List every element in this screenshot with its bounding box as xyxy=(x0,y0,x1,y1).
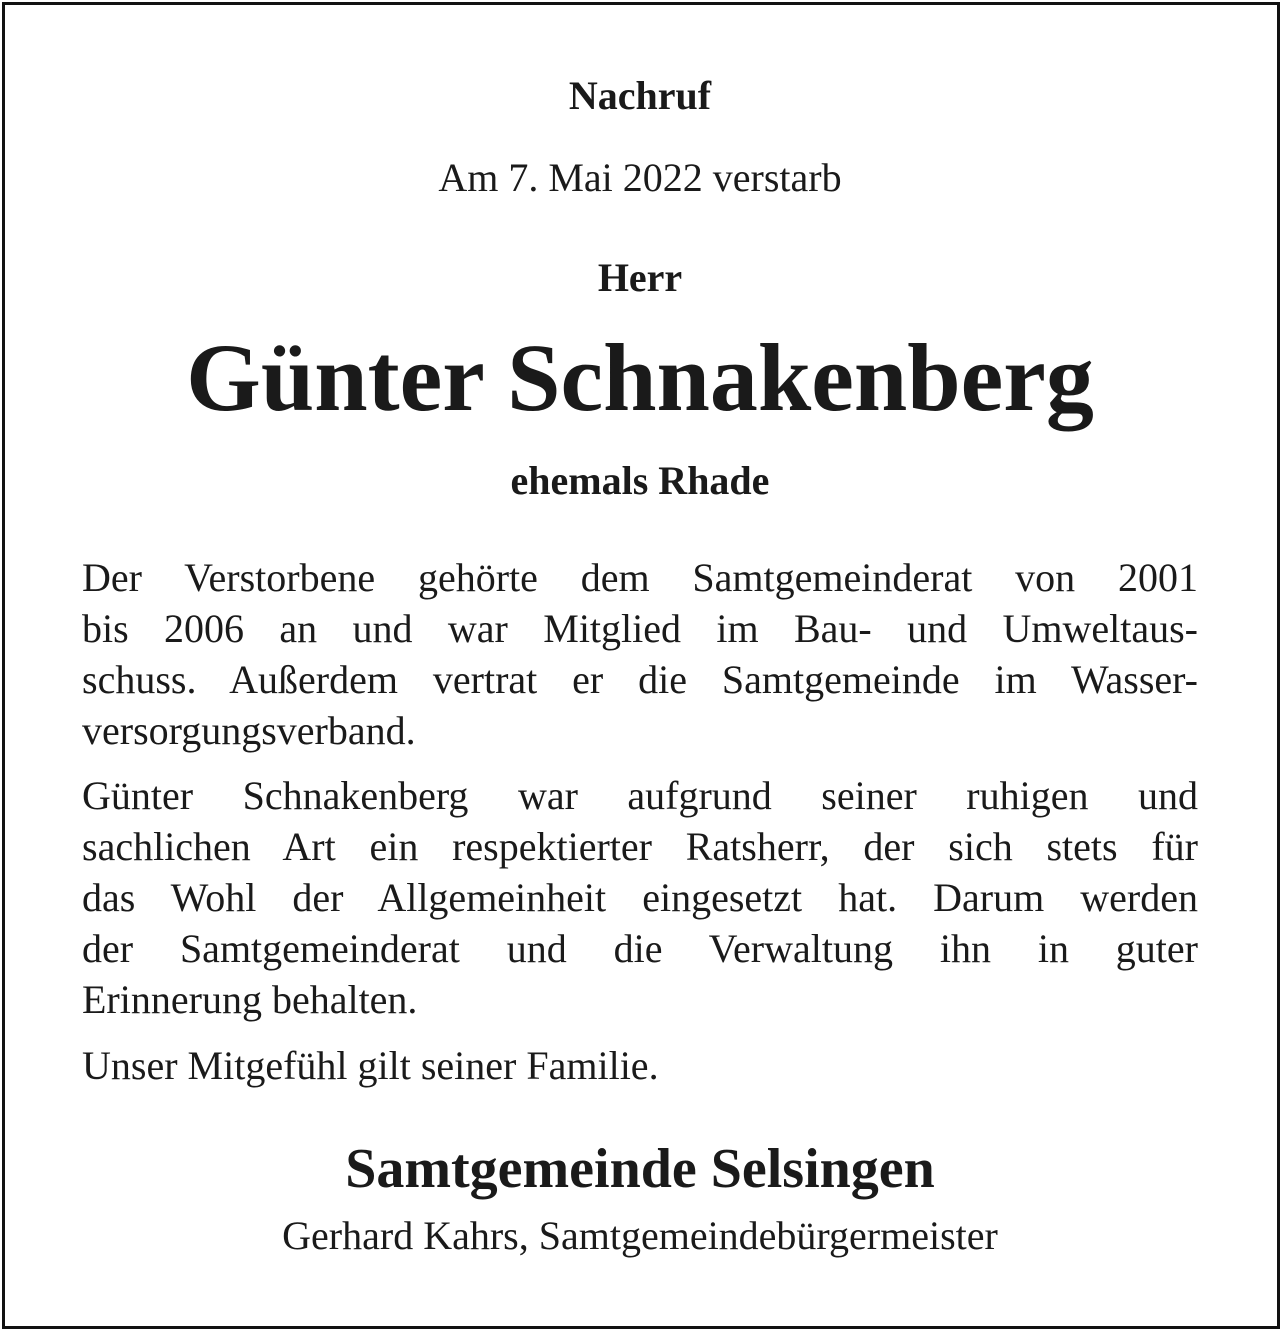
former-residence: ehemals Rhade xyxy=(510,458,770,503)
paragraph-3 xyxy=(82,1040,1198,1091)
organization-name: Samtgemeinde Selsingen xyxy=(345,1138,935,1200)
paragraph-1 xyxy=(82,552,1198,756)
paragraph-line: schuss. Außerdem vertrat er die Samtgemeinde im Wasser- xyxy=(82,657,1198,702)
notice-heading: Nachruf xyxy=(568,73,712,118)
paragraph-line: das Wohl der Allgemeinheit eingesetzt hat. Darum werden xyxy=(82,875,1198,920)
paragraph-line: der Samtgemeinderat und die Verwaltung ihn in guter xyxy=(82,926,1198,971)
signer-line: Gerhard Kahrs, Samtgemeindebürgermeister xyxy=(282,1213,998,1258)
paragraph-line: sachlichen Art ein respektierter Ratsherr, der sich stets für xyxy=(82,824,1198,869)
paragraph-line: Der Verstorbene gehörte dem Samtgemeinderat von 2001 xyxy=(82,555,1198,600)
paragraph-line: Günter Schnakenberg war aufgrund seiner ruhigen und xyxy=(82,773,1198,818)
deceased-name: Günter Schnakenberg xyxy=(186,324,1094,431)
paragraph-line: versorgungsverband. xyxy=(82,708,416,753)
paragraph-line: bis 2006 an und war Mitglied im Bau- und Umweltaus- xyxy=(82,606,1198,651)
paragraph-2 xyxy=(82,770,1198,1025)
paragraph-line: Erinnerung behalten. xyxy=(82,977,418,1022)
salutation: Herr xyxy=(597,255,683,300)
death-date-line: Am 7. Mai 2022 verstarb xyxy=(438,155,842,200)
paragraph-line: Unser Mitgefühl gilt seiner Familie. xyxy=(82,1043,659,1088)
